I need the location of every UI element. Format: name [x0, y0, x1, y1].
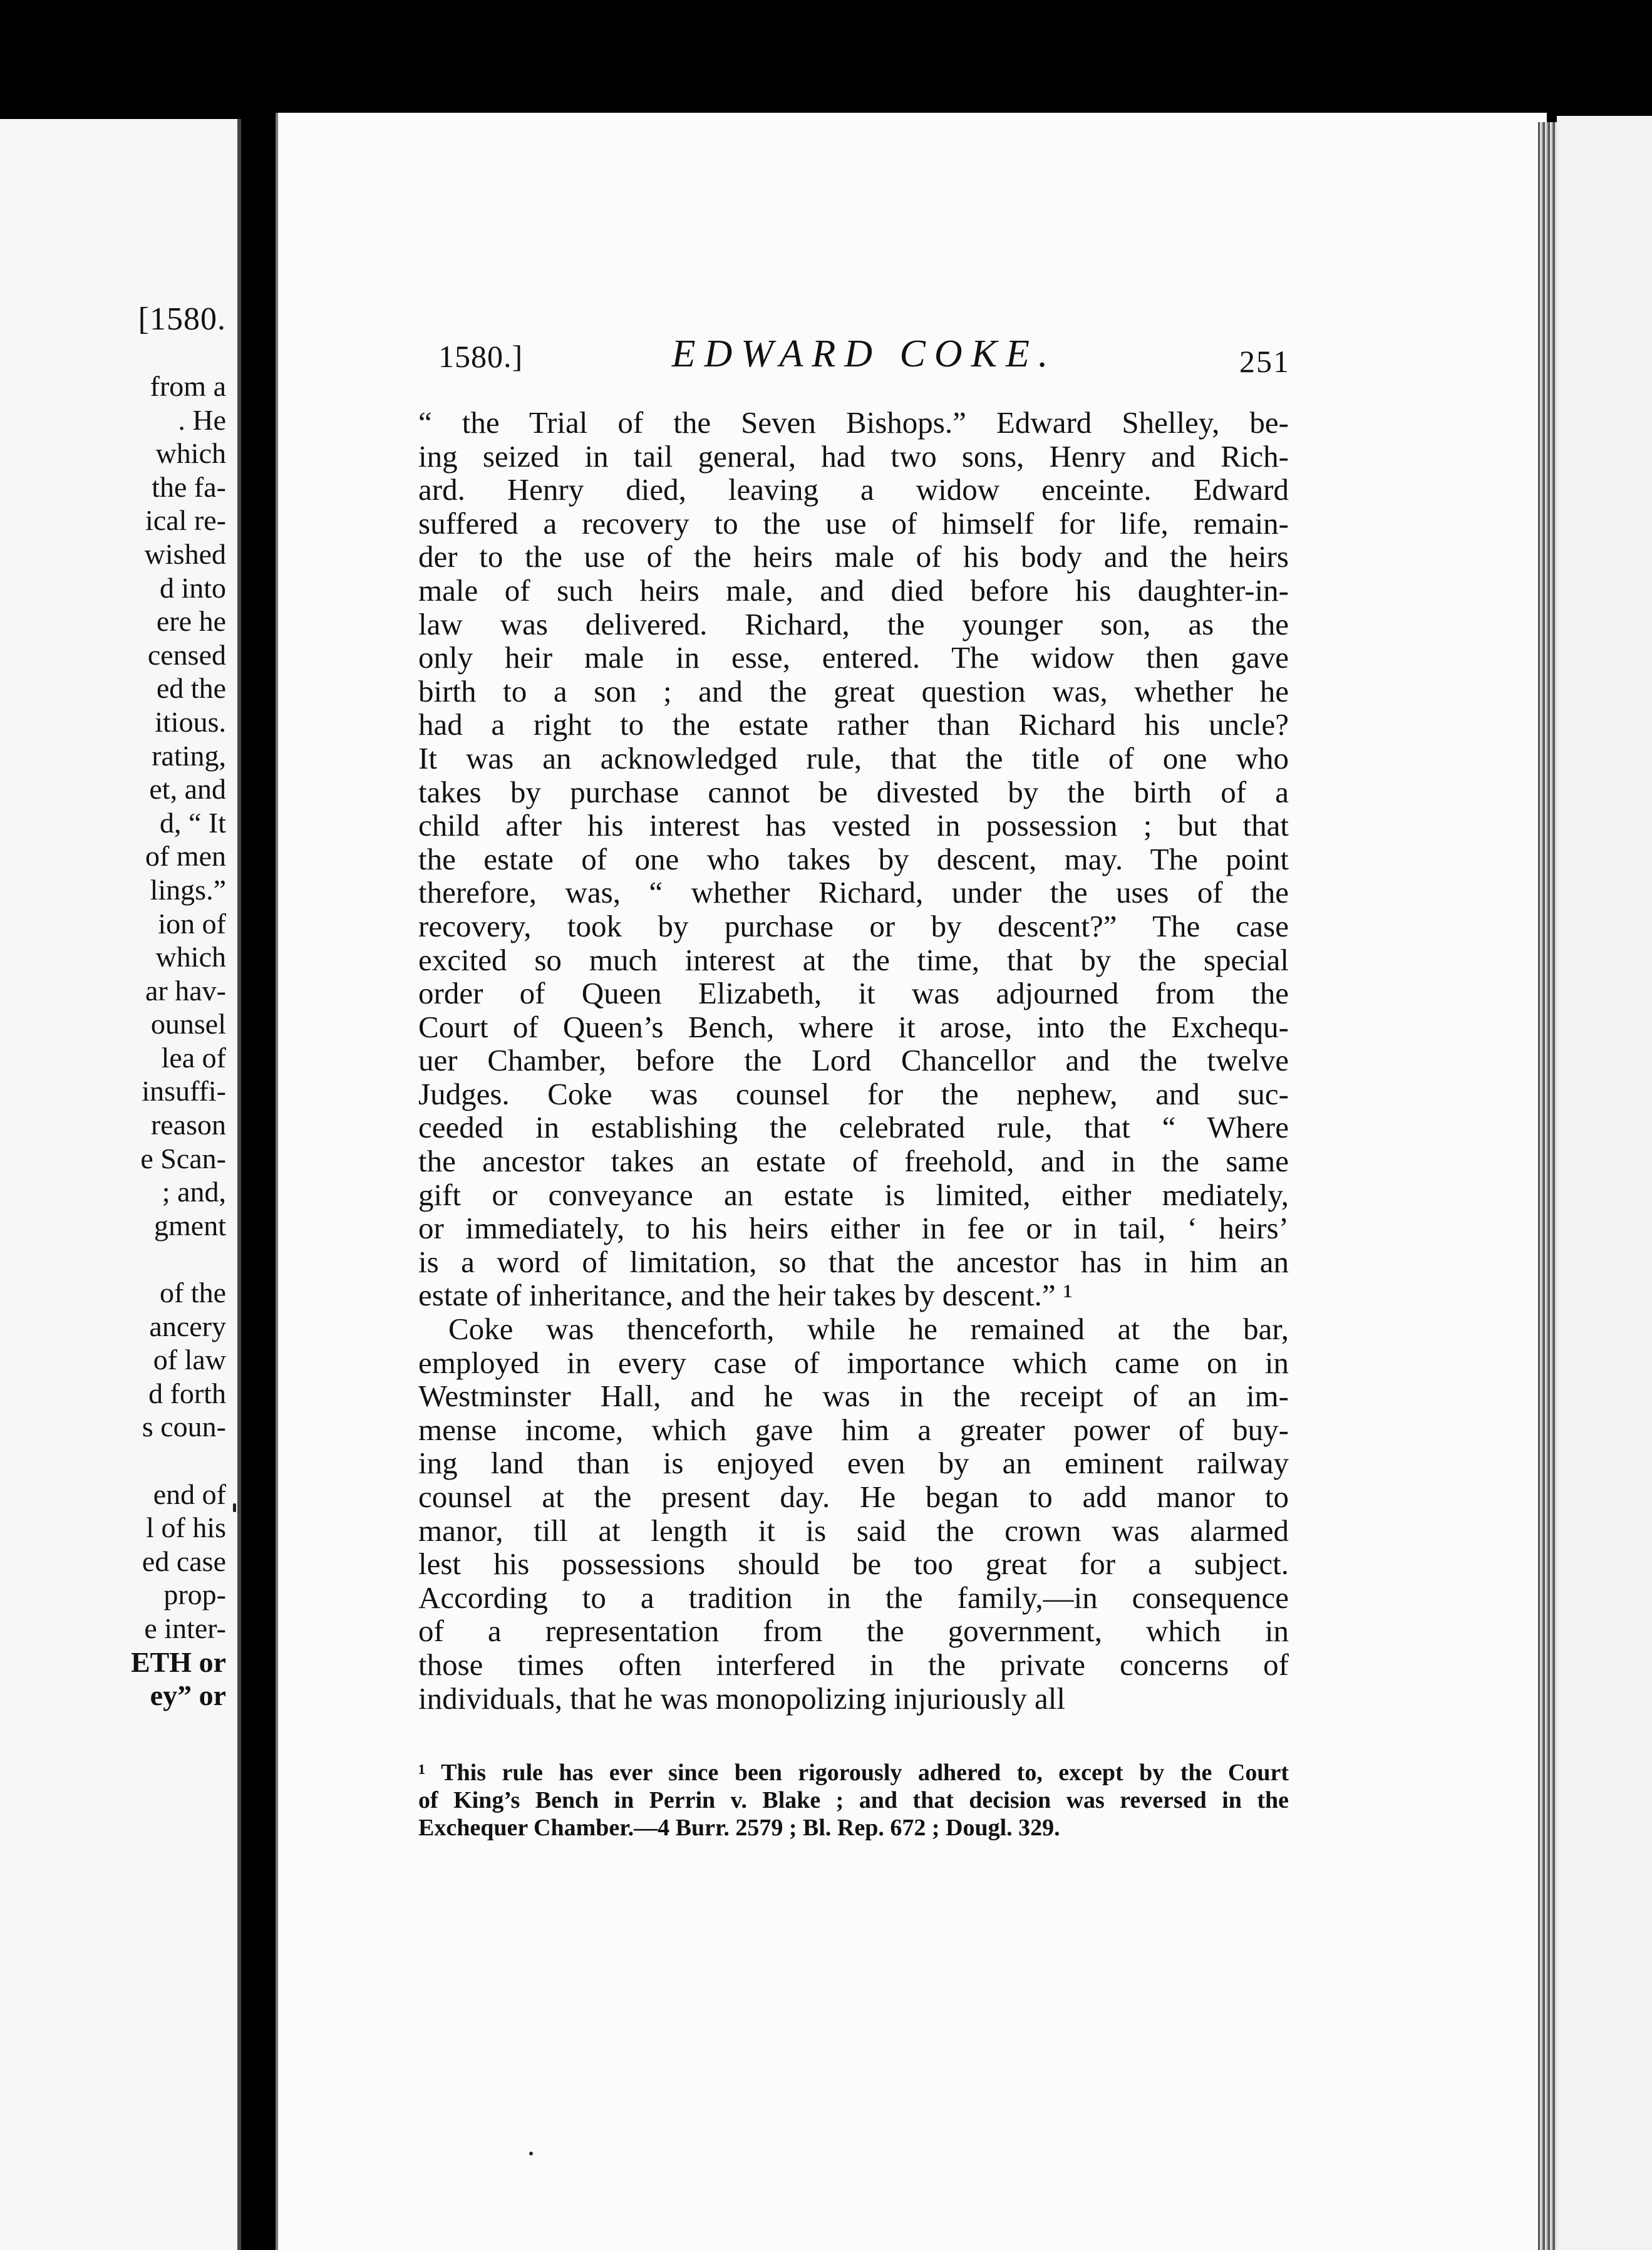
facing-page-line: ancery [149, 1310, 226, 1342]
footnote-line: of King’s Bench in Perrin v. Blake ; and that decision was reversed in the [418, 1787, 1289, 1813]
footnote-line: ¹ This rule has ever since been rigorously adhered to, except by the Court [418, 1760, 1289, 1786]
paragraph1-line: der to the use of the heirs male of his body and the heirs [418, 539, 1289, 574]
paragraph1-line: birth to a son ; and the great question was, whether he [418, 673, 1289, 708]
facing-page-line: insuffi- [142, 1075, 226, 1107]
footnote [418, 1759, 1289, 1842]
facing-page-line: et, and [149, 773, 226, 806]
scan-speck [233, 1503, 236, 1512]
paragraph-2 [418, 1312, 1289, 1715]
facing-page-line: the fa- [152, 470, 226, 503]
paragraph2-line: those times often interfered in the private concerns of [418, 1647, 1289, 1682]
facing-page-line: ed the [156, 672, 226, 705]
paragraph2-line: of a representation from the government, which in [418, 1614, 1289, 1649]
paragraph1-line: order of Queen Elizabeth, it was adjourned from the [418, 976, 1289, 1011]
paragraph1-line: suffered a recovery to the use of himself for life, remain- [418, 505, 1289, 541]
paragraph1-line: recovery, took by purchase or by descent?” The case [418, 908, 1289, 943]
paragraph2-line: mense income, which gave him a greater power of buy- [418, 1412, 1289, 1447]
facing-page-line: rating, [152, 739, 226, 772]
paragraph1-line: ard. Henry died, leaving a widow enceinte. Edward [418, 472, 1289, 507]
facing-page-line: ey” or [150, 1679, 226, 1712]
facing-page-line: prop- [163, 1579, 226, 1611]
paragraph1-line: only heir male in esse, entered. The widow then gave [418, 640, 1289, 675]
facing-page-line: ar hav- [145, 974, 226, 1007]
paragraph1-line: excited so much interest at the time, that by the special [418, 942, 1289, 977]
facing-page-line: from a [150, 370, 226, 402]
facing-page-line: reason [150, 1109, 226, 1141]
paragraph2-line: ing land than is enjoyed even by an eminent railway [418, 1446, 1289, 1481]
body-text [418, 406, 1289, 1715]
facing-page-line: ion of [158, 907, 226, 940]
paragraph1-line: the ancestor takes an estate of freehold, and in the same [418, 1144, 1289, 1179]
facing-page-fragment [0, 119, 241, 2250]
facing-page-line: of law [153, 1344, 226, 1376]
paragraph2-line: Coke was thenceforth, while he remained at the bar, [448, 1312, 1289, 1347]
paragraph1-line: law was delivered. Richard, the younger son, as the [418, 606, 1289, 641]
paragraph1-line: Court of Queen’s Bench, where it arose, into the Exchequ- [418, 1009, 1289, 1044]
paragraph2-line: individuals, that he was monopolizing injuriously all [418, 1681, 1065, 1716]
paragraph1-line: It was an acknowledged rule, that the title of one who [418, 740, 1289, 775]
facing-page-header: [1580. [138, 301, 226, 337]
facing-page-line: . He [178, 403, 226, 436]
paragraph-1 [418, 406, 1289, 1312]
paragraph1-line: uer Chamber, before the Lord Chancellor and the twelve [418, 1043, 1289, 1078]
facing-page-line: of men [145, 840, 226, 873]
facing-page-line: lings.” [150, 873, 226, 906]
facing-page-line: itious. [155, 705, 226, 738]
facing-page-line: e inter- [144, 1612, 226, 1644]
book-gutter [241, 119, 276, 2250]
paragraph1-line: male of such heirs male, and died before his daughter-in- [418, 573, 1289, 608]
paragraph2-line: employed in every case of importance which came on in [418, 1345, 1289, 1380]
page-number: 251 [1239, 344, 1290, 379]
facing-page-line: ere he [156, 605, 226, 638]
facing-page-line: end of [153, 1478, 226, 1510]
facing-page-line: which [155, 437, 226, 470]
paragraph1-line: or immediately, to his heirs either in fee or in tail, ‘ heirs’ [418, 1211, 1289, 1246]
facing-page-line: ounsel [150, 1008, 226, 1040]
paragraph1-line: takes by purchase cannot be divested by the birth of a [418, 774, 1289, 809]
facing-page-line: which [155, 941, 226, 973]
facing-page-line: s coun- [142, 1411, 226, 1443]
paragraph2-line: According to a tradition in the family,—in consequence [418, 1580, 1289, 1615]
facing-page-line: gment [154, 1209, 226, 1242]
facing-page-line: ETH or [130, 1646, 226, 1678]
page-stack-edge [1538, 122, 1557, 2250]
facing-page-line: wished [144, 537, 226, 570]
facing-page-line: censed [147, 638, 226, 671]
facing-page-line: ical re- [145, 504, 226, 537]
paragraph2-line: manor, till at length it is said the crown was alarmed [418, 1513, 1289, 1548]
paragraph1-line: “ the Trial of the Seven Bishops.” Edward Shelley, be- [418, 405, 1289, 440]
running-head-date: 1580.] [438, 339, 524, 374]
footnote-line: Exchequer Chamber.—4 Burr. 2579 ; Bl. Rep. 672 ; Dougl. 329. [418, 1815, 1060, 1841]
facing-page-text [131, 370, 226, 1713]
paragraph1-line: is a word of limitation, so that the ancestor has in him an [418, 1244, 1289, 1279]
paragraph1-line: ceeded in establishing the celebrated rule, that “ Where [418, 1110, 1289, 1145]
paragraph2-line: counsel at the present day. He began to add manor to [418, 1480, 1289, 1514]
facing-page-line: e Scan- [140, 1142, 226, 1174]
paragraph1-line: the estate of one who takes by descent, may. The point [418, 841, 1289, 876]
facing-page-line [131, 1444, 226, 1478]
facing-page-line: of the [159, 1277, 226, 1309]
facing-page-line: d forth [148, 1377, 226, 1409]
running-head [438, 333, 1290, 382]
paragraph1-line: child after his interest has vested in possession ; but that [418, 808, 1289, 843]
paragraph1-line: therefore, was, “ whether Richard, under the uses of the [418, 875, 1289, 910]
running-head-title: EDWARD COKE. [671, 333, 1057, 375]
paragraph1-line: had a right to the estate rather than Richard his uncle? [418, 707, 1289, 742]
paragraph1-line: gift or conveyance an estate is limited, either mediately, [418, 1177, 1289, 1212]
paragraph1-line: ing seized in tail general, had two sons, Henry and Rich- [418, 438, 1289, 474]
facing-page-line: ed case [142, 1545, 226, 1577]
paragraph2-line: Westminster Hall, and he was in the receipt of an im- [418, 1379, 1289, 1414]
facing-page-line: l of his [146, 1511, 226, 1544]
paragraph1-line: Judges. Coke was counsel for the nephew, and suc- [418, 1076, 1289, 1111]
facing-page-line: ; and, [162, 1176, 226, 1208]
facing-page-line: d, “ It [159, 806, 226, 839]
right-margin [1557, 116, 1652, 2250]
facing-page-line: lea of [161, 1041, 226, 1074]
scan-speck [529, 2152, 533, 2155]
paragraph2-line: lest his possessions should be too great for a subject. [418, 1547, 1289, 1582]
facing-page-line [131, 1242, 226, 1276]
facing-page-line: d into [159, 571, 226, 604]
paragraph1-line: estate of inheritance, and the heir takes by descent.” ¹ [418, 1278, 1073, 1313]
